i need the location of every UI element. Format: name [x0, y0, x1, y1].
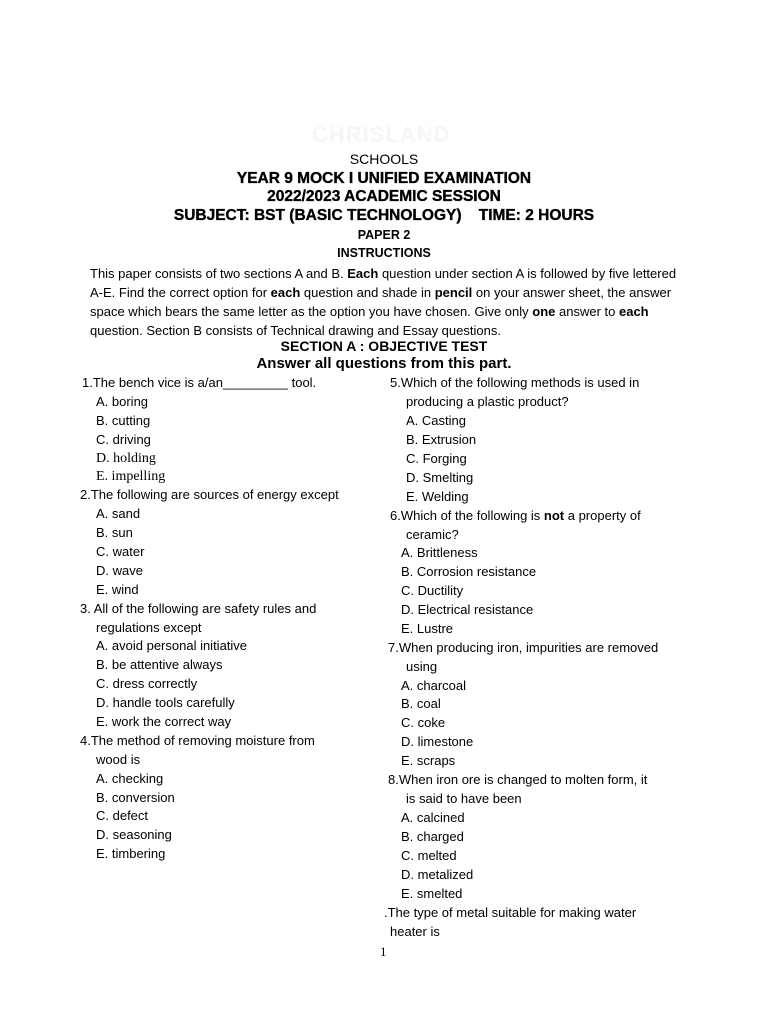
watermark-logo-text: CHRISLAND [312, 122, 451, 147]
school-name: SCHOOLS [349, 151, 419, 167]
question-4-continued: wood is [96, 752, 141, 767]
paper-label: PAPER 2 [357, 228, 411, 242]
academic-session: 2022/2023 ACADEMIC SESSION [267, 188, 501, 205]
q7-option-e: E. scraps [401, 753, 456, 768]
question-4: 4.The method of removing moisture from [80, 733, 315, 748]
q8-option-e: E. smelted [401, 886, 463, 901]
q1-option-a: A. boring [96, 394, 149, 409]
q3-option-d: D. handle tools carefully [96, 695, 235, 710]
q7-option-a: A. charcoal [401, 678, 467, 693]
q4-option-a: A. checking [96, 771, 164, 786]
q2-option-e: E. wind [96, 582, 139, 597]
question-5-continued: producing a plastic product? [406, 394, 569, 409]
q3-option-b: B. be attentive always [96, 657, 223, 672]
q5-option-d: D. Smelting [406, 470, 474, 485]
question-1: 1.The bench vice is a/an_________ tool. [82, 375, 317, 390]
instructions-paragraph: This paper consists of two sections A and B. Each question under section A is followed by five lettered A-E. Find the correct option for each question and shade in pencil on your answer sheet, the answer space which bears the same letter as the option you have chosen. Give only one answer to each question. Section B consists of Technical drawing and Essay questions. [90, 266, 677, 338]
q1-option-e: E. impelling [96, 469, 166, 484]
q6-option-a: A. Brittleness [401, 545, 478, 560]
q4-option-b: B. conversion [96, 790, 175, 805]
question-2: 2.The following are sources of energy except [80, 487, 339, 502]
q8-option-c: C. melted [401, 848, 457, 863]
question-8-continued: is said to have been [406, 791, 522, 806]
q1-option-b: B. cutting [96, 413, 151, 428]
question-6: 6.Which of the following is not a property of [390, 508, 641, 523]
section-a-title: SECTION A : OBJECTIVE TEST [280, 338, 488, 354]
q8-option-d: D. metalized [401, 867, 474, 882]
q5-option-e: E. Welding [406, 489, 469, 504]
question-6-continued: ceramic? [406, 527, 459, 542]
q2-option-c: C. water [96, 544, 145, 559]
q8-option-a: A. calcined [401, 810, 465, 825]
q5-option-c: C. Forging [406, 451, 467, 466]
q4-option-e: E. timbering [96, 846, 166, 861]
q3-option-a: A. avoid personal initiative [96, 638, 248, 653]
question-9-continued: heater is [390, 924, 440, 939]
q4-option-c: C. defect [96, 808, 149, 823]
subject-and-time: SUBJECT: BST (BASIC TECHNOLOGY) TIME: 2 HOURS [173, 207, 595, 224]
question-7: 7.When producing iron, impurities are removed [388, 640, 659, 655]
question-5: 5.Which of the following methods is used in [390, 375, 640, 390]
question-3: 3. All of the following are safety rules and [80, 601, 317, 616]
q5-option-a: A. Casting [406, 413, 466, 428]
q3-option-e: E. work the correct way [96, 714, 232, 729]
q6-option-b: B. Corrosion resistance [401, 564, 537, 579]
q1-option-c: C. driving [96, 432, 151, 447]
instructions-heading: INSTRUCTIONS [337, 246, 431, 260]
q1-option-d: D. holding [96, 451, 156, 466]
q3-option-c: C. dress correctly [96, 676, 198, 691]
q6-option-c: C. Ductility [401, 583, 464, 598]
q7-option-c: C. coke [401, 715, 446, 730]
q7-option-b: B. coal [401, 696, 441, 711]
q6-option-e: E. Lustre [401, 621, 454, 636]
question-8: 8.When iron ore is changed to molten form, it [388, 772, 648, 787]
q2-option-a: A. sand [96, 506, 141, 521]
page-number: 1 [380, 944, 387, 959]
q6-option-d: D. Electrical resistance [401, 602, 534, 617]
question-3-continued: regulations except [96, 620, 202, 635]
q2-option-d: D. wave [96, 563, 143, 578]
q4-option-d: D. seasoning [96, 827, 172, 842]
question-9: .The type of metal suitable for making water [384, 905, 637, 920]
section-a-instruction: Answer all questions from this part. [256, 355, 512, 372]
question-7-continued: using [406, 659, 438, 674]
q2-option-b: B. sun [96, 525, 133, 540]
exam-title: YEAR 9 MOCK I UNIFIED EXAMINATION [236, 170, 532, 187]
q5-option-b: B. Extrusion [406, 432, 477, 447]
q7-option-d: D. limestone [401, 734, 474, 749]
q8-option-b: B. charged [401, 829, 464, 844]
